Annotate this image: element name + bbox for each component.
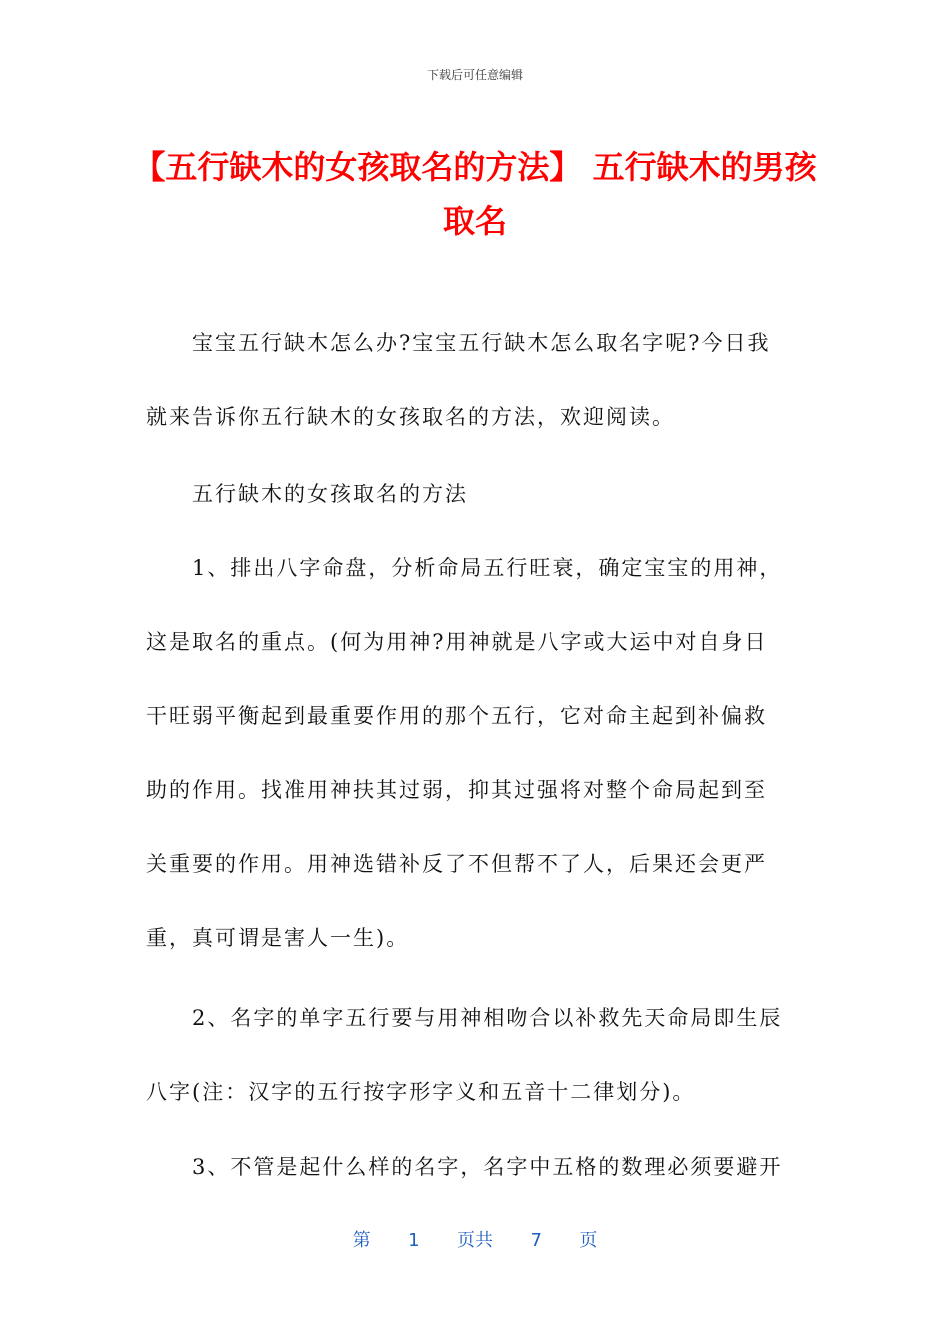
document-title: 【五行缺木的女孩取名的方法】 五行缺木的男孩取名 <box>133 148 817 240</box>
paragraph-line: 宝宝五行缺木怎么办?宝宝五行缺木怎么取名字呢?今日我 <box>192 331 771 355</box>
paragraph-line: 2、名字的单字五行要与用神相吻合以补救先天命局即生辰 <box>192 1006 783 1030</box>
paragraph-line: 干旺弱平衡起到最重要作用的那个五行，它对命主起到补偏救 <box>146 704 767 728</box>
page-label-middle: 页共 <box>457 1230 493 1251</box>
paragraph-line: 五行缺木的女孩取名的方法 <box>192 482 468 506</box>
paragraph-step-2 <box>146 981 806 1129</box>
paragraph-line: 这是取名的重点。(何为用神?用神就是八字或大运中对自身日 <box>146 630 768 654</box>
paragraph-line: 关重要的作用。用神选错补反了不但帮不了人，后果还会更严 <box>146 852 767 876</box>
paragraph-line: 3、不管是起什么样的名字，名字中五格的数理必须要避开 <box>192 1155 783 1179</box>
paragraph-intro <box>146 306 806 454</box>
header-note: 下载后可任意编辑 <box>426 68 523 82</box>
page-label-suffix: 页 <box>579 1230 598 1251</box>
paragraph-line: 就来告诉你五行缺木的女孩取名的方法，欢迎阅读。 <box>146 405 675 429</box>
page-label-prefix: 第 <box>352 1230 371 1251</box>
paragraph-line: 助的作用。找准用神扶其过弱，抑其过强将对整个命局起到至 <box>146 778 767 802</box>
total-pages-number: 7 <box>530 1230 542 1251</box>
current-page-number: 1 <box>408 1230 420 1251</box>
page-indicator <box>0 1226 950 1252</box>
paragraph-line: 1、排出八字命盘，分析命局五行旺衰，确定宝宝的用神， <box>192 556 783 580</box>
section-heading <box>146 457 806 531</box>
paragraph-line: 八字(注：汉字的五行按字形字义和五音十二律划分)。 <box>146 1080 696 1104</box>
paragraph-step-1 <box>146 531 806 975</box>
paragraph-step-3 <box>146 1130 806 1204</box>
paragraph-line: 重，真可谓是害人一生)。 <box>146 926 410 950</box>
